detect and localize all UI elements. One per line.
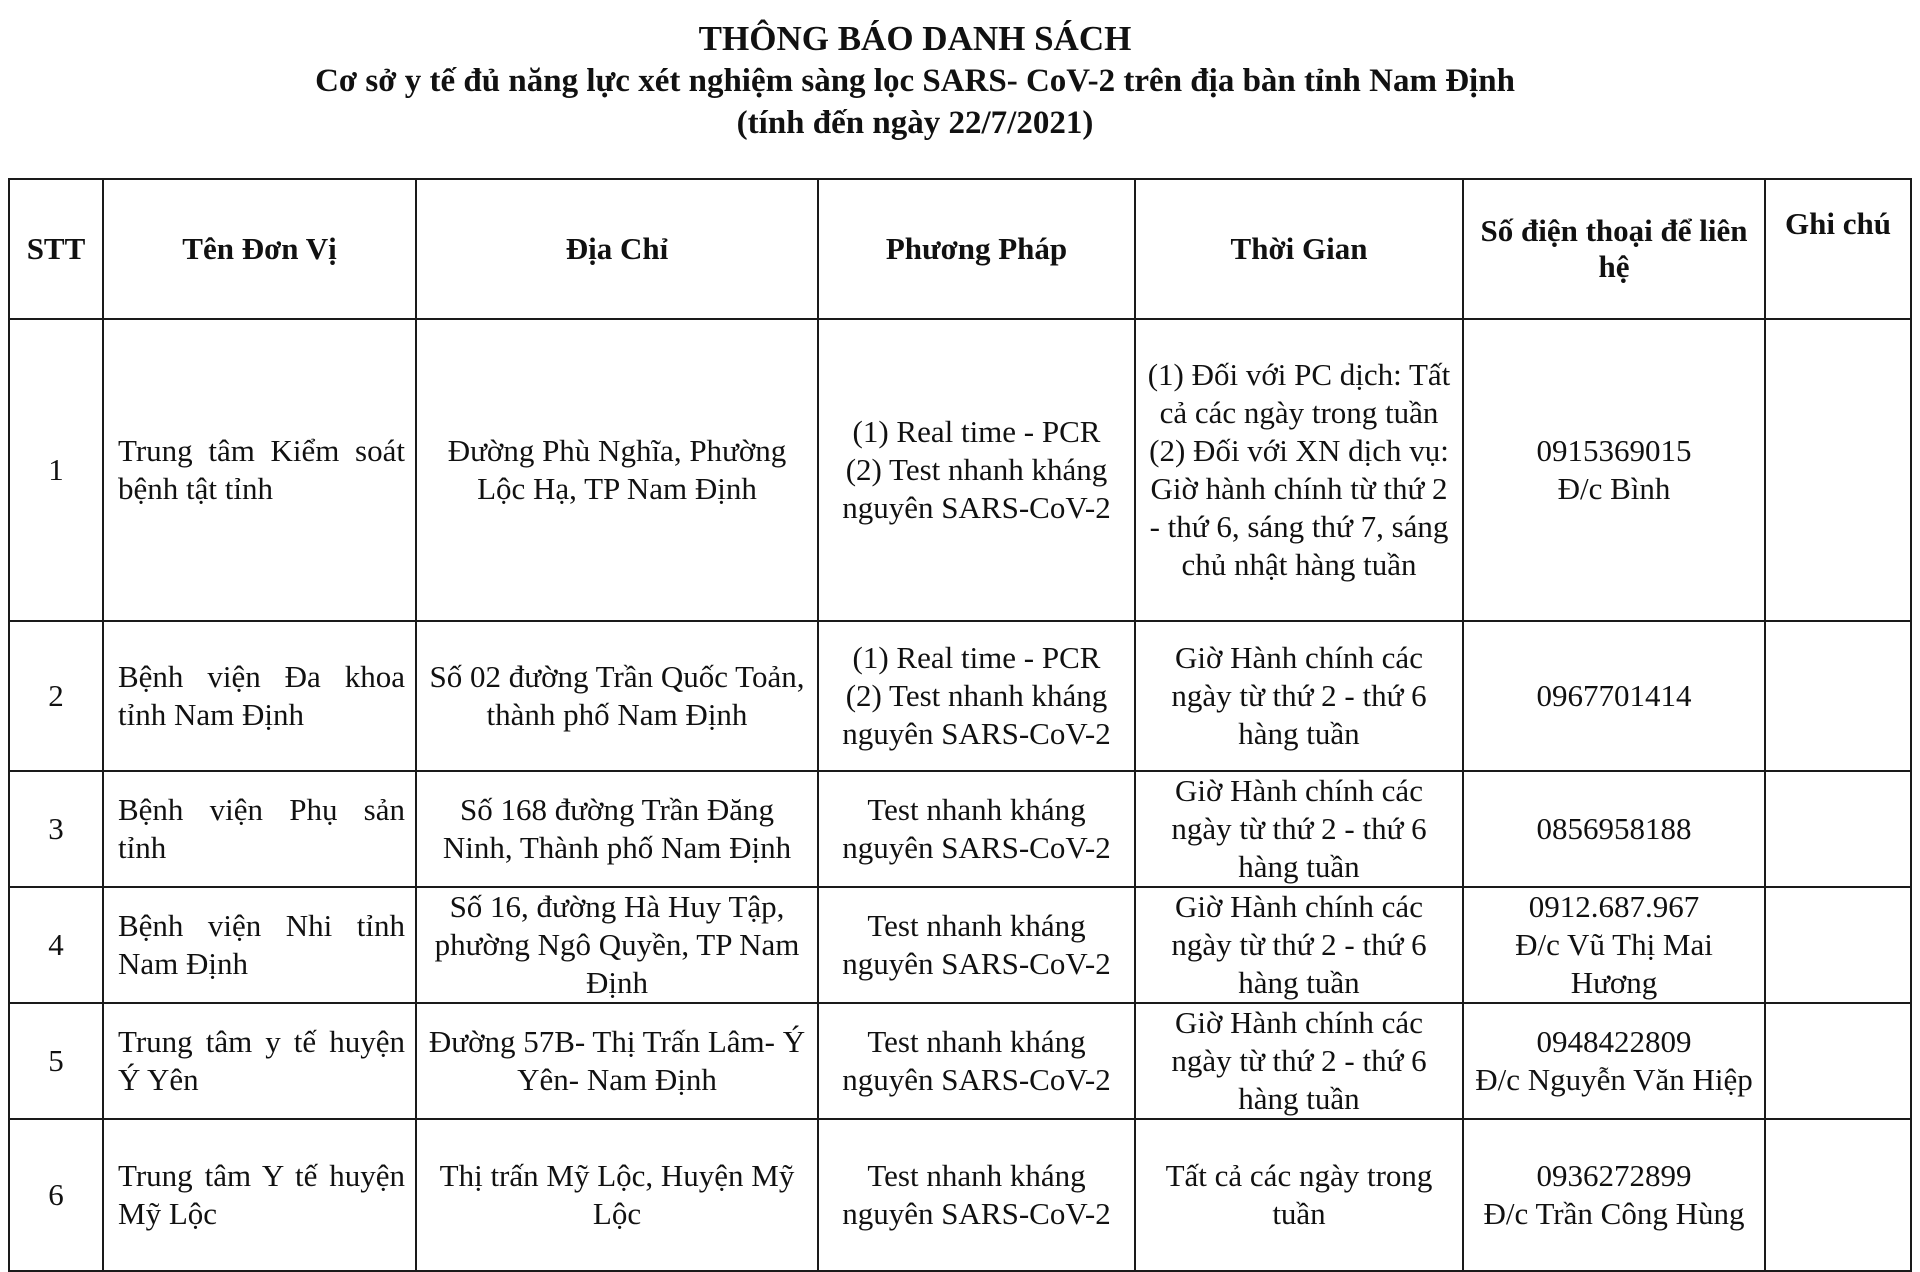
cell-time: Giờ Hành chính các ngày từ thứ 2 - thứ 6 hàng tuần	[1135, 771, 1463, 887]
cell-note	[1765, 887, 1911, 1003]
table-row	[9, 771, 1911, 887]
cell-stt: 6	[9, 1119, 103, 1271]
facility-table	[8, 178, 1912, 1272]
cell-note	[1765, 621, 1911, 771]
cell-stt: 3	[9, 771, 103, 887]
cell-note	[1765, 1119, 1911, 1271]
cell-time: Giờ Hành chính các ngày từ thứ 2 - thứ 6 hàng tuần	[1135, 887, 1463, 1003]
cell-address: Đường Phù Nghĩa, Phường Lộc Hạ, TP Nam Định	[416, 319, 818, 621]
document-header	[0, 18, 1830, 144]
cell-method: Test nhanh kháng nguyên SARS-CoV-2	[818, 887, 1135, 1003]
cell-note	[1765, 319, 1911, 621]
table-row	[9, 887, 1911, 1003]
cell-method: (1) Real time - PCR (2) Test nhanh kháng nguyên SARS-CoV-2	[818, 319, 1135, 621]
cell-note	[1765, 771, 1911, 887]
cell-method: Test nhanh kháng nguyên SARS-CoV-2	[818, 1119, 1135, 1271]
cell-phone: 0967701414	[1463, 621, 1765, 771]
column-header-phone: Số điện thoại để liên hệ	[1463, 179, 1765, 319]
document-date-note: (tính đến ngày 22/7/2021)	[736, 105, 1094, 141]
cell-phone: 0915369015 Đ/c Bình	[1463, 319, 1765, 621]
cell-method: Test nhanh kháng nguyên SARS-CoV-2	[818, 1003, 1135, 1119]
cell-address: Số 168 đường Trần Đăng Ninh, Thành phố Nam Định	[416, 771, 818, 887]
cell-time: Giờ Hành chính các ngày từ thứ 2 - thứ 6 hàng tuần	[1135, 1003, 1463, 1119]
cell-stt: 4	[9, 887, 103, 1003]
cell-method: (1) Real time - PCR (2) Test nhanh kháng nguyên SARS-CoV-2	[818, 621, 1135, 771]
cell-time: (1) Đối với PC dịch: Tất cả các ngày trong tuần (2) Đối với XN dịch vụ: Giờ hành chính từ thứ 2 - thứ 6, sáng thứ 7, sáng chủ nhật hàng tuần	[1135, 319, 1463, 621]
cell-address: Số 02 đường Trần Quốc Toản, thành phố Nam Định	[416, 621, 818, 771]
document-title: THÔNG BÁO DANH SÁCH	[698, 19, 1132, 58]
column-header-address: Địa Chỉ	[416, 179, 818, 319]
cell-stt: 2	[9, 621, 103, 771]
cell-address: Thị trấn Mỹ Lộc, Huyện Mỹ Lộc	[416, 1119, 818, 1271]
cell-unit: Trung tâm y tế huyện Ý Yên	[103, 1003, 416, 1119]
cell-unit: Trung tâm Kiểm soát bệnh tật tỉnh	[103, 319, 416, 621]
column-header-stt: STT	[9, 179, 103, 319]
table-row	[9, 319, 1911, 621]
document-subtitle: Cơ sở y tế đủ năng lực xét nghiệm sàng lọc SARS- CoV-2 trên địa bàn tỉnh Nam Định	[315, 63, 1515, 99]
cell-phone: 0912.687.967 Đ/c Vũ Thị Mai Hương	[1463, 887, 1765, 1003]
cell-time: Tất cả các ngày trong tuần	[1135, 1119, 1463, 1271]
table-header-row	[9, 179, 1911, 319]
column-header-method: Phương Pháp	[818, 179, 1135, 319]
column-header-note: Ghi chú	[1765, 179, 1911, 319]
cell-method: Test nhanh kháng nguyên SARS-CoV-2	[818, 771, 1135, 887]
cell-address: Số 16, đường Hà Huy Tập, phường Ngô Quyền, TP Nam Định	[416, 887, 818, 1003]
cell-note	[1765, 1003, 1911, 1119]
column-header-unit: Tên Đơn Vị	[103, 179, 416, 319]
cell-time: Giờ Hành chính các ngày từ thứ 2 - thứ 6 hàng tuần	[1135, 621, 1463, 771]
cell-stt: 1	[9, 319, 103, 621]
column-header-time: Thời Gian	[1135, 179, 1463, 319]
cell-address: Đường 57B- Thị Trấn Lâm- Ý Yên- Nam Định	[416, 1003, 818, 1119]
cell-phone: 0936272899 Đ/c Trần Công Hùng	[1463, 1119, 1765, 1271]
table-row	[9, 1003, 1911, 1119]
cell-unit: Bệnh viện Nhi tỉnh Nam Định	[103, 887, 416, 1003]
cell-stt: 5	[9, 1003, 103, 1119]
table-row	[9, 621, 1911, 771]
cell-phone: 0856958188	[1463, 771, 1765, 887]
cell-unit: Trung tâm Y tế huyện Mỹ Lộc	[103, 1119, 416, 1271]
cell-phone: 0948422809 Đ/c Nguyễn Văn Hiệp	[1463, 1003, 1765, 1119]
cell-unit: Bệnh viện Phụ sản tỉnh	[103, 771, 416, 887]
cell-unit: Bệnh viện Đa khoa tỉnh Nam Định	[103, 621, 416, 771]
table-row	[9, 1119, 1911, 1271]
